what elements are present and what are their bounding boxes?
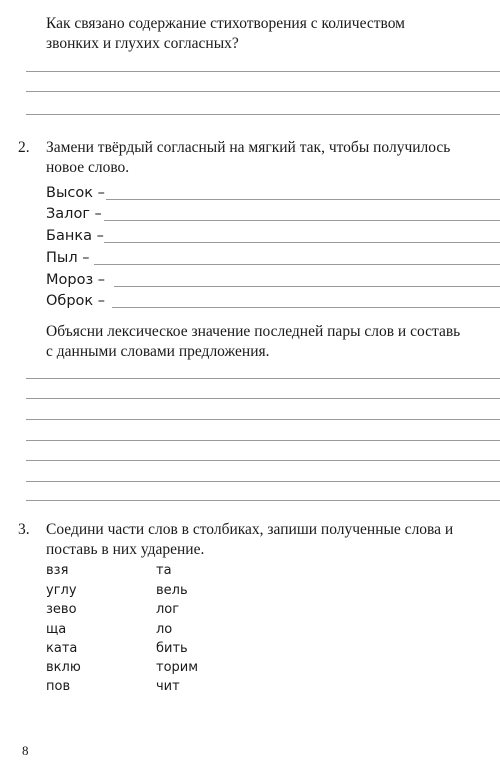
task-2-instruction-line-1: Замени твёрдый согласный на мягкий так, чтобы получилось — [46, 139, 451, 156]
writing-line[interactable] — [26, 419, 500, 420]
syllable-left: ката — [46, 641, 78, 656]
task-2-number: 2. — [18, 139, 30, 156]
answer-line[interactable] — [104, 220, 500, 221]
syllable-right: та — [156, 563, 172, 578]
task-2-instruction-line-2: новое слово. — [46, 159, 130, 176]
answer-line[interactable] — [94, 264, 500, 265]
syllable-right: лог — [156, 602, 180, 617]
question-line-1: Как связано содержание стихотворения с количеством — [46, 15, 405, 32]
page-number: 8 — [22, 743, 29, 758]
syllable-right: ло — [156, 622, 173, 637]
syllable-right: торим — [156, 660, 199, 675]
answer-line[interactable] — [106, 199, 500, 200]
task-2-follow-line-2: с данными словами предложения. — [46, 343, 270, 360]
writing-line[interactable] — [26, 91, 500, 92]
writing-line[interactable] — [26, 500, 500, 501]
word-label: Залог – — [46, 206, 102, 222]
syllable-left: вклю — [46, 660, 81, 675]
syllable-left: пов — [46, 679, 71, 694]
word-label: Оброк – — [46, 293, 106, 309]
syllable-right: бить — [156, 641, 188, 656]
answer-line[interactable] — [112, 307, 500, 308]
writing-line[interactable] — [26, 440, 500, 441]
writing-line[interactable] — [26, 71, 500, 72]
writing-line[interactable] — [26, 378, 500, 379]
writing-line[interactable] — [26, 398, 500, 399]
task-3-number: 3. — [18, 521, 30, 538]
task-3-instruction-line-1: Соедини части слов в столбиках, запиши полученные слова и — [46, 521, 454, 538]
task-2-follow-line-1: Объясни лексическое значение последней пары слов и составь — [46, 323, 461, 340]
syllable-left: зево — [46, 602, 77, 617]
task-3-instruction-line-2: поставь в них ударение. — [46, 541, 205, 558]
word-label: Пыл – — [46, 250, 90, 266]
syllable-left: углу — [46, 583, 77, 598]
syllable-right: чит — [156, 679, 180, 694]
syllable-left: взя — [46, 563, 69, 578]
question-line-2: звонких и глухих согласных? — [46, 35, 239, 52]
syllable-left: ща — [46, 622, 67, 637]
word-label: Банка – — [46, 228, 104, 244]
answer-line[interactable] — [104, 242, 500, 243]
answer-line[interactable] — [114, 286, 500, 287]
syllable-right: вель — [156, 583, 188, 598]
word-label: Высок – — [46, 185, 105, 201]
writing-line[interactable] — [26, 481, 500, 482]
writing-line[interactable] — [26, 460, 500, 461]
word-label: Мороз – — [46, 272, 106, 288]
writing-line[interactable] — [26, 114, 500, 115]
